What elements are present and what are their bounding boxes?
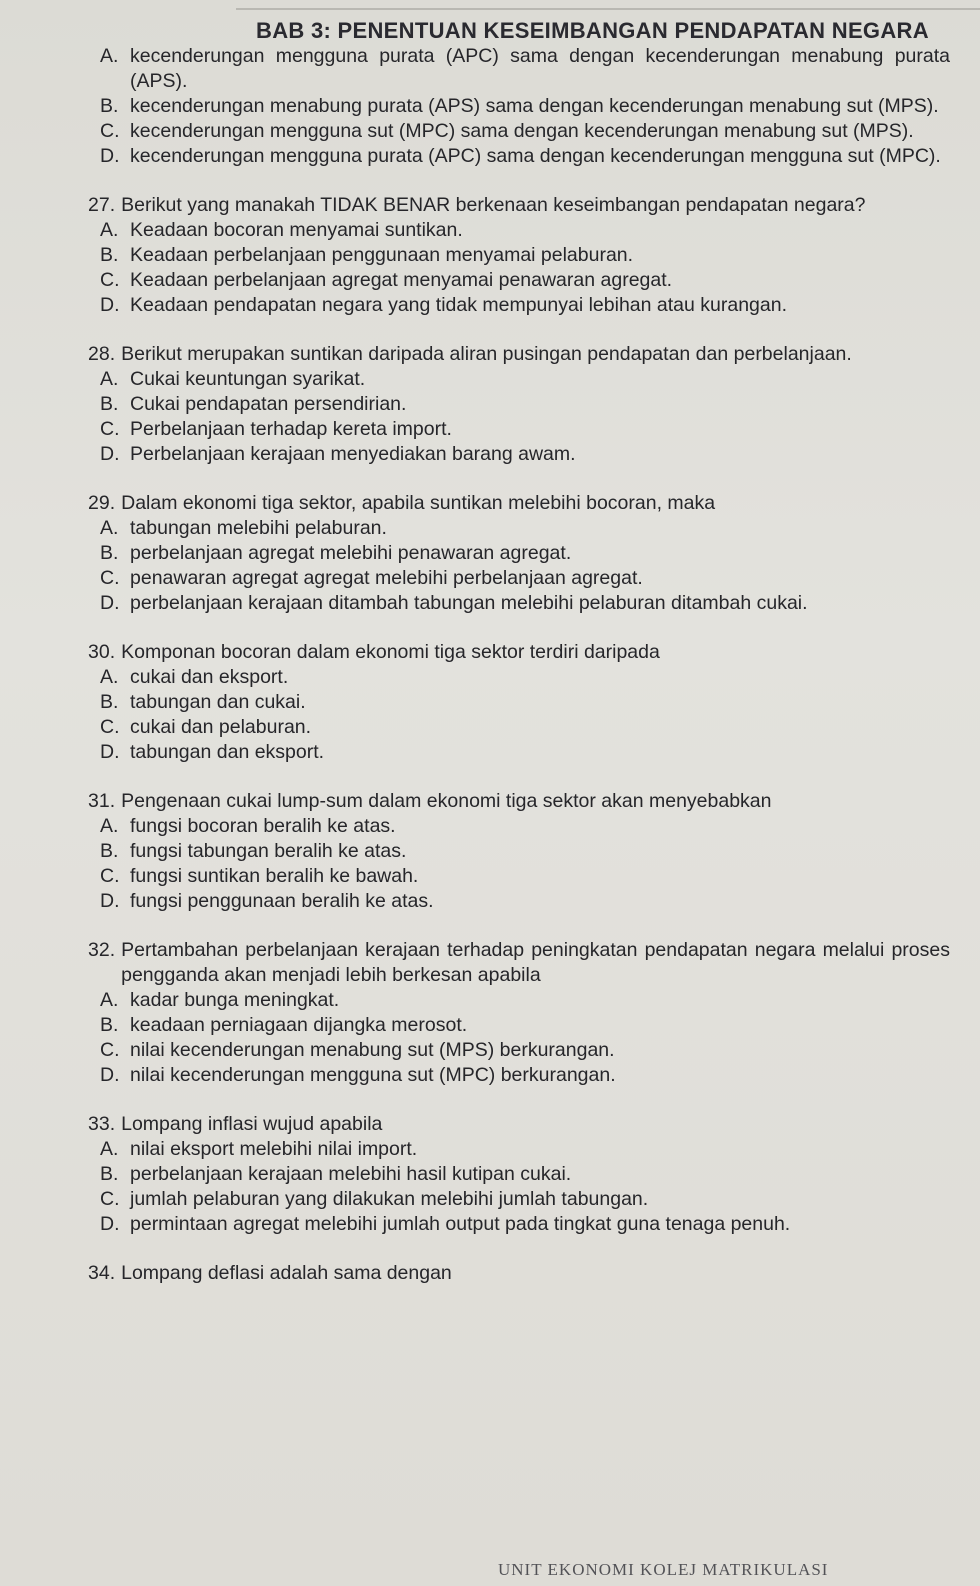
answer-option — [100, 690, 950, 715]
question-number: 28. — [88, 343, 116, 365]
option-letter: B. — [100, 1163, 119, 1185]
option-text: tabungan melebihi pelaburan. — [130, 517, 387, 539]
option-letter: C. — [100, 418, 120, 440]
option-text: Cukai pendapatan persendirian. — [130, 393, 407, 415]
option-text: nilai kecenderungan mengguna sut (MPC) berkurangan. — [130, 1064, 616, 1086]
question-text: Berikut yang manakah TIDAK BENAR berkenaan keseimbangan pendapatan negara? — [121, 194, 866, 216]
answer-option — [100, 566, 950, 591]
option-letter: A. — [100, 1138, 119, 1160]
option-letter: A. — [100, 517, 119, 539]
option-letter: B. — [100, 840, 119, 862]
answer-option — [100, 442, 950, 467]
option-letter: D. — [100, 1064, 120, 1086]
option-list — [100, 218, 950, 318]
answer-option — [100, 44, 950, 94]
question-30 — [88, 640, 950, 765]
option-text: kecenderungan mengguna sut (MPC) sama dengan kecenderungan menabung sut (MPS). — [130, 120, 914, 142]
answer-option — [100, 665, 950, 690]
question-number: 29. — [88, 492, 116, 514]
question-27 — [88, 193, 950, 318]
answer-option — [100, 243, 950, 268]
option-letter: A. — [100, 815, 119, 837]
option-letter: C. — [100, 1188, 120, 1210]
option-letter: C. — [100, 120, 120, 142]
answer-option — [100, 94, 950, 119]
option-list — [100, 367, 950, 467]
answer-option — [100, 740, 950, 765]
option-text: kecenderungan menabung purata (APS) sama dengan kecenderungan menabung sut (MPS). — [130, 95, 939, 117]
question-stem — [88, 938, 950, 988]
answer-option — [100, 268, 950, 293]
continued-options — [100, 44, 950, 169]
answer-option — [100, 864, 950, 889]
question-number: 30. — [88, 641, 116, 663]
option-letter: C. — [100, 567, 120, 589]
question-31 — [88, 789, 950, 914]
option-text: keadaan perniagaan dijangka merosot. — [130, 1014, 468, 1036]
option-text: perbelanjaan kerajaan melebihi hasil kutipan cukai. — [130, 1163, 572, 1185]
question-stem — [88, 342, 950, 367]
option-list — [100, 1137, 950, 1237]
option-letter: A. — [100, 368, 119, 390]
answer-option — [100, 889, 950, 914]
question-text: Pertambahan perbelanjaan kerajaan terhadap peningkatan pendapatan negara melalui proses pengganda akan menjadi lebih berkesan apabila — [121, 939, 950, 986]
option-text: penawaran agregat agregat melebihi perbelanjaan agregat. — [130, 567, 643, 589]
option-text: tabungan dan eksport. — [130, 741, 325, 763]
question-stem — [88, 1261, 950, 1286]
option-letter: C. — [100, 269, 120, 291]
answer-option — [100, 839, 950, 864]
option-text: nilai kecenderungan menabung sut (MPS) berkurangan. — [130, 1039, 615, 1061]
question-34 — [88, 1261, 950, 1286]
option-letter: A. — [100, 666, 119, 688]
question-text: Berikut merupakan suntikan daripada aliran pusingan pendapatan dan perbelanjaan. — [121, 343, 852, 365]
option-text: Perbelanjaan terhadap kereta import. — [130, 418, 452, 440]
question-text: Pengenaan cukai lump-sum dalam ekonomi tiga sektor akan menyebabkan — [121, 790, 772, 812]
chapter-header: BAB 3: PENENTUAN KESEIMBANGAN PENDAPATAN NEGARA — [256, 18, 929, 43]
option-letter: B. — [100, 542, 119, 564]
option-letter: B. — [100, 244, 119, 266]
answer-option — [100, 516, 950, 541]
question-list — [88, 193, 950, 1286]
answer-option — [100, 218, 950, 243]
option-text: tabungan dan cukai. — [130, 691, 306, 713]
question-stem — [88, 1112, 950, 1137]
page-footer: UNIT EKONOMI KOLEJ MATRIKULASI — [498, 1560, 829, 1579]
option-text: kadar bunga meningkat. — [130, 989, 340, 1011]
option-letter: D. — [100, 1213, 120, 1235]
option-text: cukai dan eksport. — [130, 666, 289, 688]
option-text: fungsi penggunaan beralih ke atas. — [130, 890, 434, 912]
option-text: Keadaan perbelanjaan agregat menyamai penawaran agregat. — [130, 269, 673, 291]
answer-option — [100, 1187, 950, 1212]
option-list — [100, 814, 950, 914]
option-list — [100, 516, 950, 616]
question-number: 27. — [88, 194, 116, 216]
option-letter: A. — [100, 989, 119, 1011]
question-33 — [88, 1112, 950, 1237]
option-text: Keadaan perbelanjaan penggunaan menyamai pelaburan. — [130, 244, 634, 266]
question-stem — [88, 491, 950, 516]
question-stem — [88, 789, 950, 814]
answer-option — [100, 988, 950, 1013]
option-letter: D. — [100, 294, 120, 316]
question-number: 33. — [88, 1113, 116, 1135]
answer-option — [100, 1013, 950, 1038]
answer-option — [100, 814, 950, 839]
option-text: nilai eksport melebihi nilai import. — [130, 1138, 418, 1160]
question-text: Komponan bocoran dalam ekonomi tiga sektor terdiri daripada — [121, 641, 660, 663]
question-stem — [88, 193, 950, 218]
question-text: Lompang inflasi wujud apabila — [121, 1113, 383, 1135]
option-letter: C. — [100, 1039, 120, 1061]
question-stem — [88, 640, 950, 665]
option-letter: D. — [100, 890, 120, 912]
answer-option — [100, 1212, 950, 1237]
option-list — [100, 988, 950, 1088]
option-text: cukai dan pelaburan. — [130, 716, 312, 738]
page-edge-line — [236, 8, 980, 10]
question-32 — [88, 938, 950, 1088]
option-letter: D. — [100, 741, 120, 763]
answer-option — [100, 1162, 950, 1187]
answer-option — [100, 1063, 950, 1088]
option-letter: B. — [100, 1014, 119, 1036]
answer-option — [100, 119, 950, 144]
questions-content — [88, 44, 950, 1310]
question-number: 32. — [88, 939, 116, 961]
answer-option — [100, 392, 950, 417]
option-text: jumlah pelaburan yang dilakukan melebihi jumlah tabungan. — [130, 1188, 649, 1210]
option-text: perbelanjaan agregat melebihi penawaran agregat. — [130, 542, 572, 564]
option-letter: A. — [100, 219, 119, 241]
option-letter: B. — [100, 393, 119, 415]
option-text: kecenderungan mengguna purata (APC) sama dengan kecenderungan menabung purata (APS). — [130, 45, 950, 92]
answer-option — [100, 715, 950, 740]
option-text: Keadaan bocoran menyamai suntikan. — [130, 219, 463, 241]
option-letter: B. — [100, 691, 119, 713]
option-text: Perbelanjaan kerajaan menyediakan barang awam. — [130, 443, 576, 465]
option-text: fungsi bocoran beralih ke atas. — [130, 815, 396, 837]
answer-option — [100, 541, 950, 566]
question-text: Dalam ekonomi tiga sektor, apabila suntikan melebihi bocoran, maka — [121, 492, 716, 514]
option-text: Keadaan pendapatan negara yang tidak mempunyai lebihan atau kurangan. — [130, 294, 788, 316]
option-letter: D. — [100, 145, 120, 167]
question-29 — [88, 491, 950, 616]
option-letter: A. — [100, 45, 119, 67]
option-letter: C. — [100, 716, 120, 738]
answer-option — [100, 144, 950, 169]
option-letter: D. — [100, 592, 120, 614]
answer-option — [100, 417, 950, 442]
option-list — [100, 665, 950, 765]
answer-option — [100, 1137, 950, 1162]
question-text: Lompang deflasi adalah sama dengan — [121, 1262, 452, 1284]
question-number: 34. — [88, 1262, 116, 1284]
option-letter: C. — [100, 865, 120, 887]
answer-option — [100, 1038, 950, 1063]
option-text: permintaan agregat melebihi jumlah output pada tingkat guna tenaga penuh. — [130, 1213, 791, 1235]
answer-option — [100, 591, 950, 616]
option-text: kecenderungan mengguna purata (APC) sama dengan kecenderungan mengguna sut (MPC). — [130, 145, 941, 167]
option-text: perbelanjaan kerajaan ditambah tabungan melebihi pelaburan ditambah cukai. — [130, 592, 808, 614]
option-text: fungsi suntikan beralih ke bawah. — [130, 865, 419, 887]
option-letter: B. — [100, 95, 119, 117]
question-number: 31. — [88, 790, 116, 812]
option-letter: D. — [100, 443, 120, 465]
option-text: Cukai keuntungan syarikat. — [130, 368, 366, 390]
answer-option — [100, 293, 950, 318]
question-28 — [88, 342, 950, 467]
answer-option — [100, 367, 950, 392]
option-text: fungsi tabungan beralih ke atas. — [130, 840, 407, 862]
